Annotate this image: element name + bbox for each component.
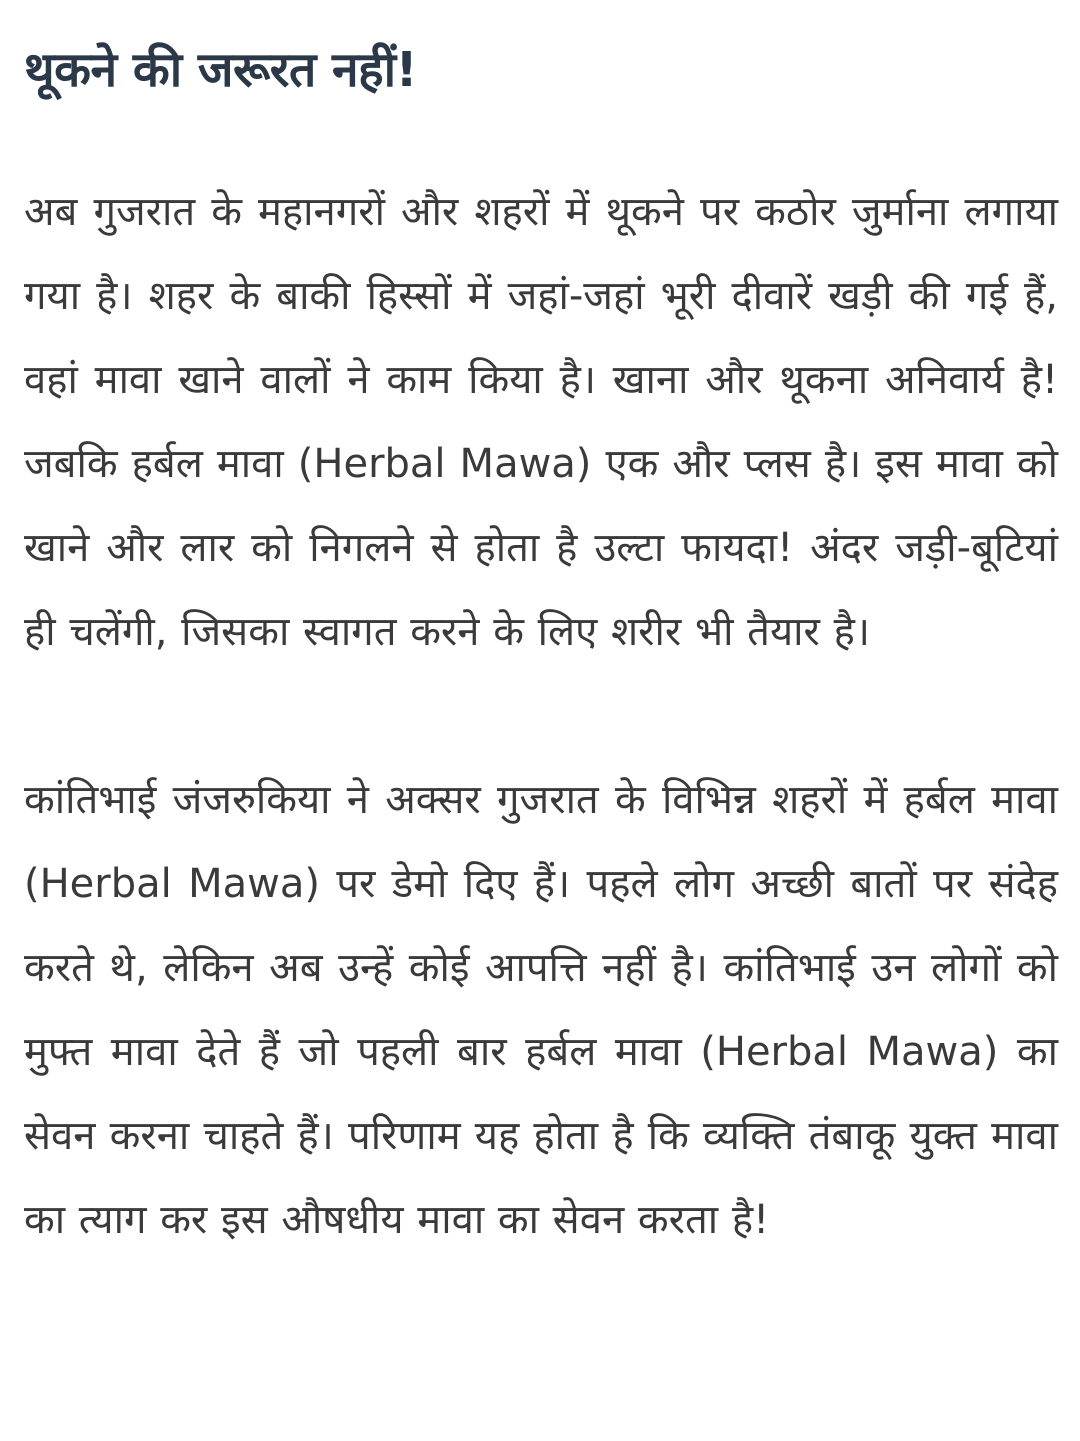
article-paragraph-1: अब गुजरात के महानगरों और शहरों में थूकने पर कठोर जुर्माना लगाया गया है। शहर के बाकी हिस्सों में जहां-जहां भूरी दीवारें खड़ी की गई हैं, वहां मावा खाने वालों ने काम किया है। खाना और थूकना अनिवार्य है! जबकि हर्बल मावा (Herbal Mawa) एक और प्लस है। इस मावा को खाने और लार को निगलने से होता है उल्टा फायदा! अंदर जड़ी-बूटियां ही चलेंगी, जिसका स्वागत करने के लिए शरीर भी तैयार है। xyxy=(24,189,1058,655)
article-heading: थूकने की जरूरत नहीं! xyxy=(24,42,417,98)
article-paragraph-2: कांतिभाई जंजरुकिया ने अक्सर गुजरात के विभिन्न शहरों में हर्बल मावा (Herbal Mawa) पर डेमो दिए हैं। पहले लोग अच्छी बातों पर संदेह करते थे, लेकिन अब उन्हें कोई आपत्ति नहीं है। कांतिभाई उन लोगों को मुफ्त मावा देते हैं जो पहली बार हर्बल मावा (Herbal Mawa) का सेवन करना चाहते हैं। परिणाम यह होता है कि व्यक्ति तंबाकू युक्त मावा का त्याग कर इस औषधीय मावा का सेवन करता है! xyxy=(24,777,1058,1243)
